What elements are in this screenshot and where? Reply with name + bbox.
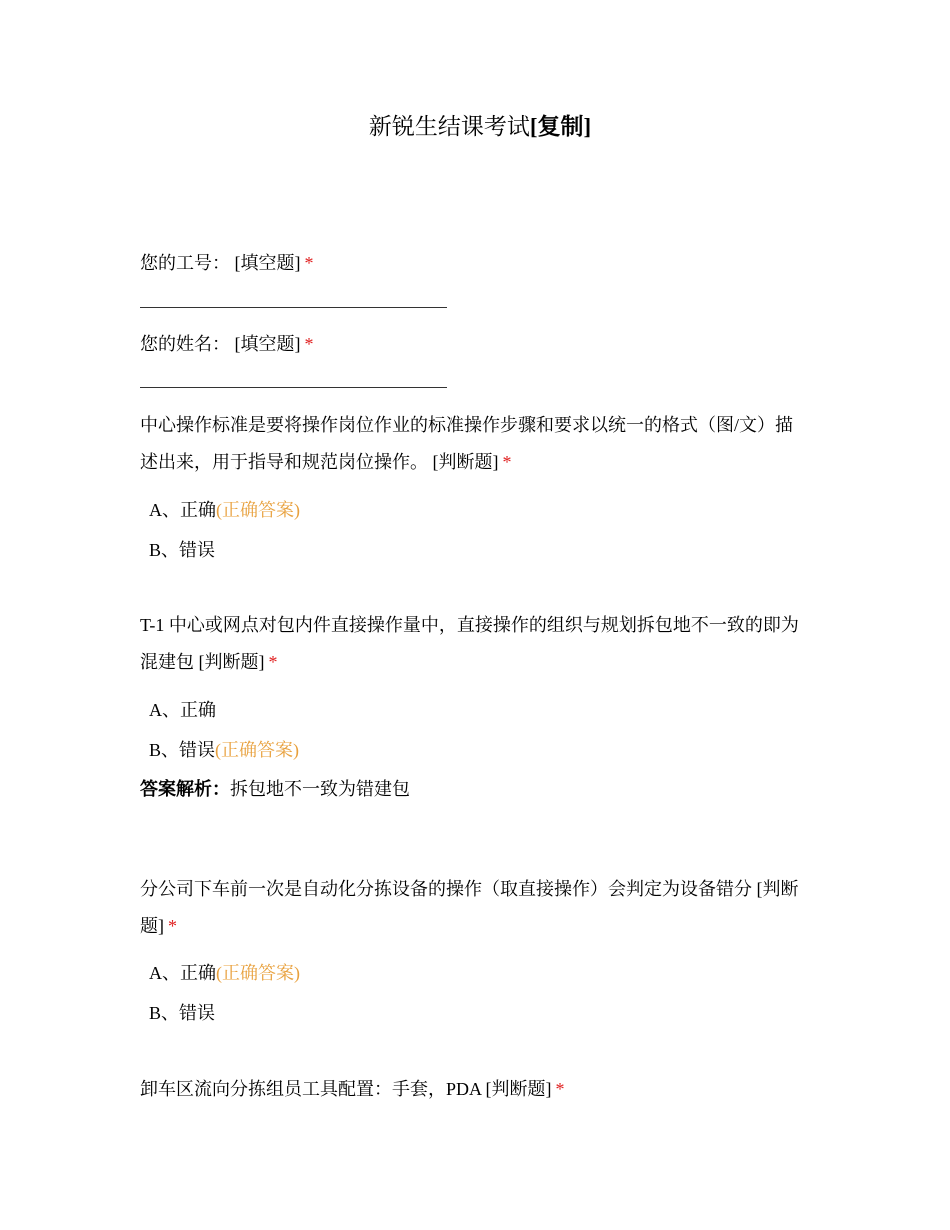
question-employee-id xyxy=(140,245,810,282)
question-mixed-package xyxy=(140,607,808,681)
option-label: A、正确 xyxy=(149,500,216,520)
option-label: B、错误 xyxy=(149,740,216,760)
question-text: 您的工号： xyxy=(140,253,230,273)
analysis-label: 答案解析： xyxy=(140,779,230,799)
question-unloading-tools xyxy=(140,1071,810,1108)
analysis-text: 拆包地不一致为错建包 xyxy=(230,779,410,799)
required-mark: * xyxy=(304,334,314,354)
option-a[interactable] xyxy=(140,959,819,987)
option-label: B、错误 xyxy=(149,540,216,560)
question-device-missort xyxy=(140,871,808,945)
answer-analysis xyxy=(140,775,810,803)
question-type: [判断题] xyxy=(485,1079,552,1099)
answer-blank-employee-id[interactable] xyxy=(140,307,447,308)
question-text: 中心操作标准是要将操作岗位作业的标准操作步骤和要求以统一的格式（图/文）描述出来，用于指导和规范岗位操作。 xyxy=(140,415,793,472)
question-type: [判断题] xyxy=(198,652,265,672)
required-mark: * xyxy=(502,452,512,472)
question-text: 分公司下车前一次是自动化分拣设备的操作（取直接操作）会判定为设备错分 xyxy=(140,879,752,899)
copy-suffix: [复制] xyxy=(529,114,592,139)
correct-answer-tag: (正确答案) xyxy=(216,963,300,983)
question-type: [判断题] xyxy=(140,879,799,936)
question-type: [判断题] xyxy=(432,452,499,472)
correct-answer-tag: (正确答案) xyxy=(216,500,300,520)
option-label: B、错误 xyxy=(149,1003,216,1023)
required-mark: * xyxy=(555,1079,565,1099)
page-title xyxy=(0,112,950,142)
survey-title: 新锐生结课考试 xyxy=(368,114,530,139)
question-text: T-1 中心或网点对包内件直接操作量中，直接操作的组织与规划拆包地不一致的即为混建包 xyxy=(140,615,799,672)
option-a[interactable] xyxy=(140,696,819,724)
question-operation-standard xyxy=(140,407,800,481)
option-label: A、正确 xyxy=(149,963,216,983)
question-text: 您的姓名： xyxy=(140,334,230,354)
answer-blank-name[interactable] xyxy=(140,387,447,388)
required-mark: * xyxy=(168,916,177,936)
option-a[interactable] xyxy=(140,496,819,524)
question-text: 卸车区流向分拣组员工具配置：手套，PDA xyxy=(140,1079,482,1099)
question-type: [填空题] xyxy=(234,334,301,354)
option-b[interactable] xyxy=(140,736,819,764)
required-mark: * xyxy=(268,652,278,672)
correct-answer-tag: (正确答案) xyxy=(215,740,300,760)
question-name xyxy=(140,326,810,363)
question-type: [填空题] xyxy=(234,253,301,273)
option-b[interactable] xyxy=(140,999,819,1027)
option-b[interactable] xyxy=(140,536,819,564)
option-label: A、正确 xyxy=(149,700,216,720)
required-mark: * xyxy=(304,253,314,273)
